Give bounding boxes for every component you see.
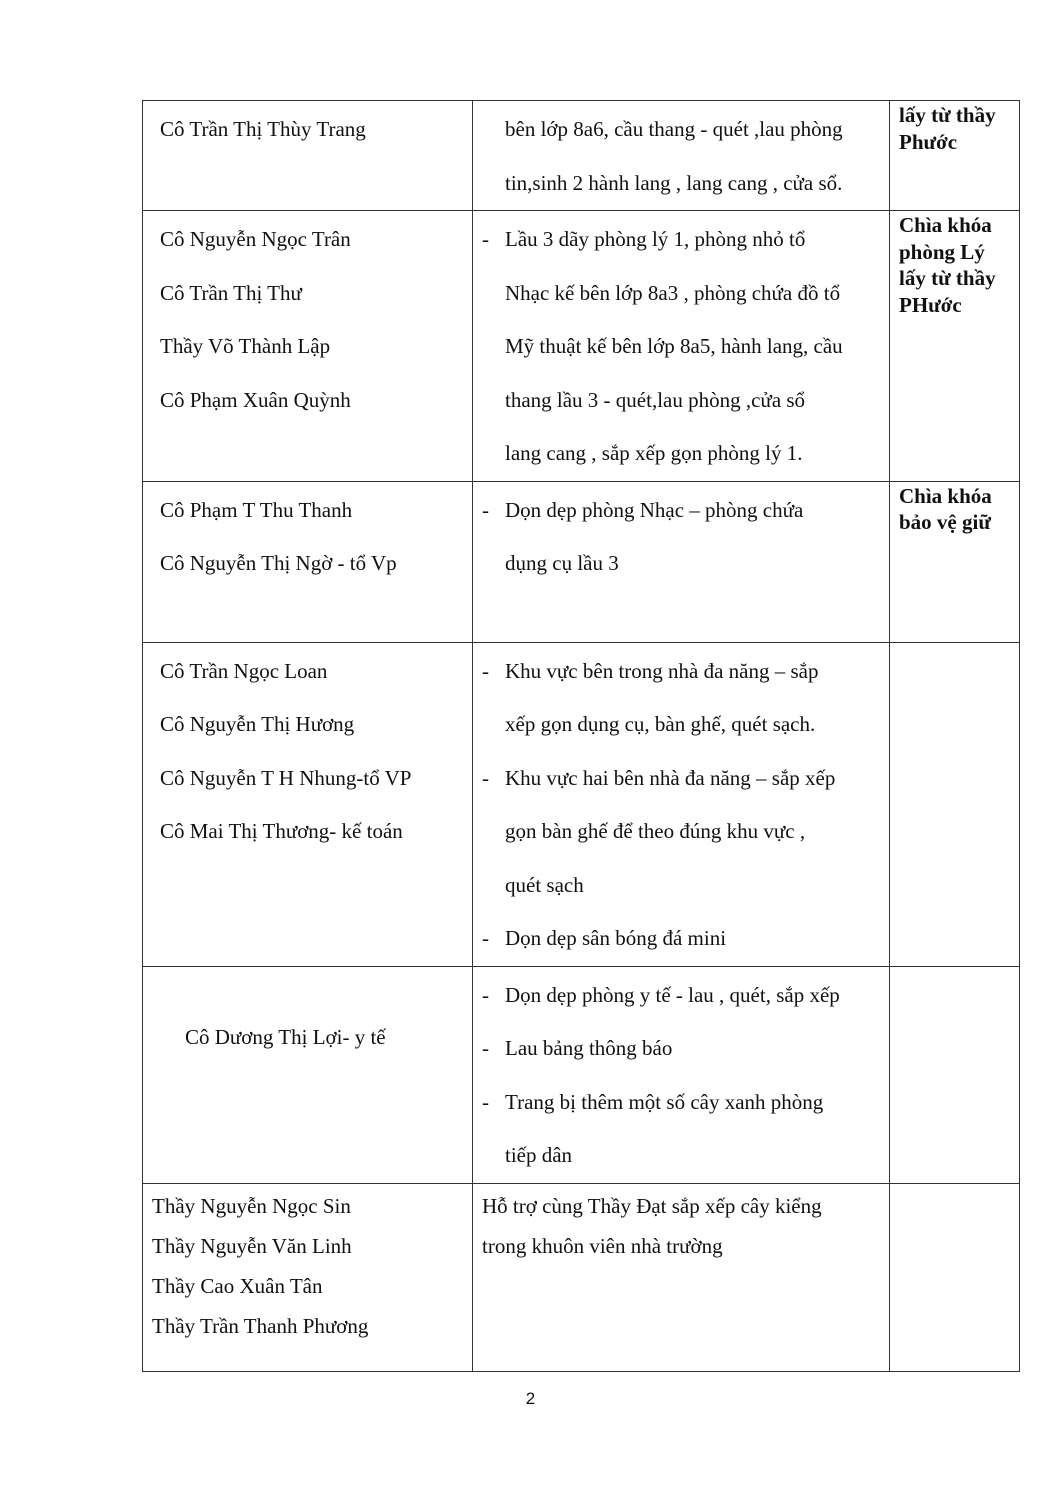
table-row [143, 481, 1020, 642]
task-line: - Dọn dẹp phòng Nhạc – phòng chứa [482, 484, 881, 538]
person-name: Cô Nguyễn Thị Hương [160, 712, 355, 736]
person-name: Cô Dương Thị Lợi- y tế [185, 1024, 386, 1049]
task-line: tiếp dân [505, 1143, 573, 1167]
table-row [143, 101, 1020, 211]
person-name: Cô Nguyễn T H Nhung-tổ VP [160, 765, 412, 790]
tasks-cell [473, 481, 890, 642]
task-line: - Dọn dẹp sân bóng đá mini [482, 912, 881, 966]
table-row [143, 966, 1020, 1183]
person-name: Cô Phạm T Thu Thanh [160, 497, 353, 522]
tasks-cell [473, 1183, 890, 1371]
note-cell [890, 211, 1020, 482]
note-cell [890, 481, 1020, 642]
tasks-cell [473, 211, 890, 482]
task-line: Hỗ trợ cùng Thầy Đạt sắp xếp cây kiểng [482, 1193, 822, 1218]
task-line: - Khu vực bên trong nhà đa năng – sắp [482, 645, 881, 699]
person-name: Thầy Cao Xuân Tân [152, 1273, 323, 1298]
note-line: lấy từ thầy [899, 103, 996, 127]
person-name: Cô Nguyễn Ngọc Trân [160, 227, 351, 251]
task-line: Nhạc kế bên lớp 8a3 , phòng chứa đồ tổ [505, 280, 841, 305]
task-line: - Khu vực hai bên nhà đa năng – sắp xếp [482, 752, 881, 806]
task-line: - Lầu 3 dãy phòng lý 1, phòng nhỏ tổ [482, 213, 881, 267]
person-name: Thầy Nguyễn Văn Linh [152, 1233, 352, 1258]
note-cell [890, 1183, 1020, 1371]
task-line: tin,sinh 2 hành lang , lang cang , cửa sổ. [505, 170, 843, 195]
person-name: Cô Phạm Xuân Quỳnh [160, 387, 351, 412]
task-line: quét sạch [505, 872, 584, 897]
note-line: Chìa khóa [899, 213, 992, 237]
person-name: Thầy Trần Thanh Phương [152, 1313, 369, 1338]
page-number: 2 [525, 1389, 536, 1408]
task-line: dụng cụ lầu 3 [505, 551, 619, 575]
note-line: PHước [899, 292, 962, 317]
task-line: - Trang bị thêm một số cây xanh phòng [482, 1076, 881, 1130]
task-line: trong khuôn viên nhà trường [482, 1233, 723, 1258]
person-name: Cô Trần Thị Thư [160, 280, 302, 305]
names-cell [143, 966, 473, 1183]
note-line: Phước [899, 129, 958, 154]
table-row [143, 211, 1020, 482]
names-cell [143, 642, 473, 966]
note-cell [890, 101, 1020, 211]
names-cell [143, 101, 473, 211]
table-row [143, 1183, 1020, 1371]
task-line: - Dọn dẹp phòng y tế - lau , quét, sắp xếp [482, 969, 881, 1023]
note-cell [890, 966, 1020, 1183]
names-cell [143, 1183, 473, 1371]
person-name: Cô Trần Ngọc Loan [160, 658, 328, 683]
task-line: gọn bàn ghế để theo đúng khu vực , [505, 819, 806, 843]
task-line: xếp gọn dụng cụ, bàn ghế, quét sạch. [505, 712, 816, 736]
names-cell [143, 211, 473, 482]
task-line: Mỹ thuật kế bên lớp 8a5, hành lang, cầu [505, 334, 843, 358]
tasks-cell [473, 642, 890, 966]
note-line: lấy từ thầy [899, 266, 996, 290]
table-row [143, 642, 1020, 966]
person-name: Cô Mai Thị Thương- kế toán [160, 819, 403, 843]
note-line: phòng Lý [899, 239, 985, 264]
tasks-cell [473, 101, 890, 211]
person-name: Thầy Nguyễn Ngọc Sin [152, 1193, 351, 1218]
person-name: Cô Nguyễn Thị Ngờ - tổ Vp [160, 551, 397, 575]
task-line: bên lớp 8a6, cầu thang - quét ,lau phòng [505, 117, 843, 141]
person-name: Cô Trần Thị Thùy Trang [160, 117, 366, 141]
task-line: thang lầu 3 - quét,lau phòng ,cửa sổ [505, 387, 806, 412]
tasks-cell [473, 966, 890, 1183]
note-cell [890, 642, 1020, 966]
duty-assignment-table [142, 100, 1020, 1372]
task-line: lang cang , sắp xếp gọn phòng lý 1. [505, 441, 803, 465]
person-name: Thầy Võ Thành Lập [160, 334, 331, 358]
note-line: Chìa khóa [899, 483, 992, 508]
note-line: bảo vệ giữ [899, 510, 991, 534]
names-cell [143, 481, 473, 642]
task-line: - Lau bảng thông báo [482, 1022, 881, 1076]
